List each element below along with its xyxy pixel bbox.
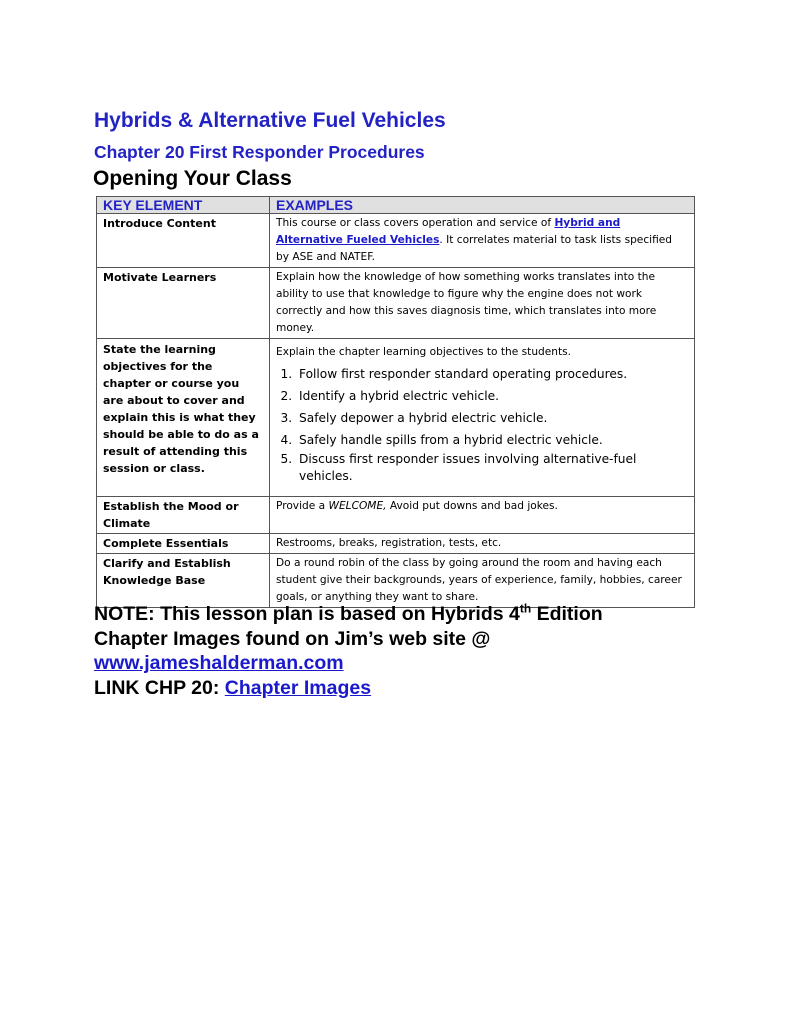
example-cell: Restrooms, breaks, registration, tests, etc. bbox=[270, 534, 695, 554]
list-item: 1. Follow first responder standard operating procedures. bbox=[296, 363, 688, 385]
key-element-cell: Motivate Learners bbox=[97, 268, 270, 339]
key-element-cell: State the learning objectives for the chapter or course you are about to cover and explain this is what they should be able to do as a result of attending this session or class. bbox=[97, 339, 270, 497]
document-title: Hybrids & Alternative Fuel Vehicles bbox=[94, 109, 446, 132]
note-line bbox=[94, 676, 734, 701]
column-header-examples: EXAMPLES bbox=[270, 197, 695, 214]
table-row bbox=[97, 554, 695, 608]
key-element-cell: Complete Essentials bbox=[97, 534, 270, 554]
key-element-cell: Introduce Content bbox=[97, 214, 270, 268]
example-text: This course or class covers operation and service of bbox=[276, 217, 555, 229]
column-header-key-element: KEY ELEMENT bbox=[97, 197, 270, 214]
table-header-row bbox=[97, 197, 695, 214]
list-item: 3. Safely depower a hybrid electric vehicle. bbox=[296, 407, 688, 429]
note-line: Chapter Images found on Jim’s web site @ bbox=[94, 627, 491, 650]
example-text: Avoid put downs and bad jokes. bbox=[386, 500, 558, 512]
list-item: 5. Discuss first responder issues involving alternative-fuel vehicles. bbox=[296, 451, 688, 485]
example-cell bbox=[270, 214, 695, 268]
list-item: 2. Identify a hybrid electric vehicle. bbox=[296, 385, 688, 407]
link-label: LINK CHP 20: bbox=[94, 676, 225, 699]
example-cell bbox=[270, 497, 695, 534]
edition-superscript: th bbox=[519, 601, 532, 616]
key-element-cell: Clarify and Establish Knowledge Base bbox=[97, 554, 270, 608]
lesson-plan-table bbox=[96, 196, 695, 608]
objectives-intro: Explain the chapter learning objectives to the students. bbox=[276, 346, 572, 358]
section-title: Opening Your Class bbox=[93, 167, 292, 190]
note-line bbox=[94, 602, 734, 627]
table-row bbox=[97, 214, 695, 268]
hybrid-vehicles-link[interactable]: Hybrid and Alternative Fueled Vehicles bbox=[276, 217, 621, 246]
list-item: 4. Safely handle spills from a hybrid electric vehicle. bbox=[296, 429, 688, 451]
example-cell: Do a round robin of the class by going around the room and having each student give their backgrounds, years of experience, family, hobbies, career goals, or anything they want to share. bbox=[270, 554, 695, 608]
key-element-cell: Establish the Mood or Climate bbox=[97, 497, 270, 534]
table-row bbox=[97, 497, 695, 534]
chapter-images-link[interactable]: Chapter Images bbox=[224, 676, 372, 699]
example-text: . It correlates material to task lists specified by ASE and NATEF. bbox=[276, 234, 673, 263]
note-text: NOTE: This lesson plan is based on Hybrids 4 bbox=[94, 603, 520, 625]
table-row bbox=[97, 339, 695, 497]
table-row bbox=[97, 534, 695, 554]
example-cell bbox=[270, 339, 695, 497]
objectives-list bbox=[276, 363, 688, 485]
note-text: Edition bbox=[531, 603, 603, 625]
note-block bbox=[94, 602, 734, 700]
note-line bbox=[94, 651, 734, 676]
table-row bbox=[97, 268, 695, 339]
welcome-emphasis: WELCOME, bbox=[328, 500, 387, 512]
example-text: Provide a bbox=[276, 500, 329, 512]
chapter-title: Chapter 20 First Responder Procedures bbox=[94, 142, 425, 162]
website-link[interactable]: www.jameshalderman.com bbox=[94, 652, 344, 674]
example-cell: Explain how the knowledge of how something works translates into the ability to use that knowledge to figure why the engine does not work correctly and how this saves diagnosis time, which translates into more money. bbox=[270, 268, 695, 339]
